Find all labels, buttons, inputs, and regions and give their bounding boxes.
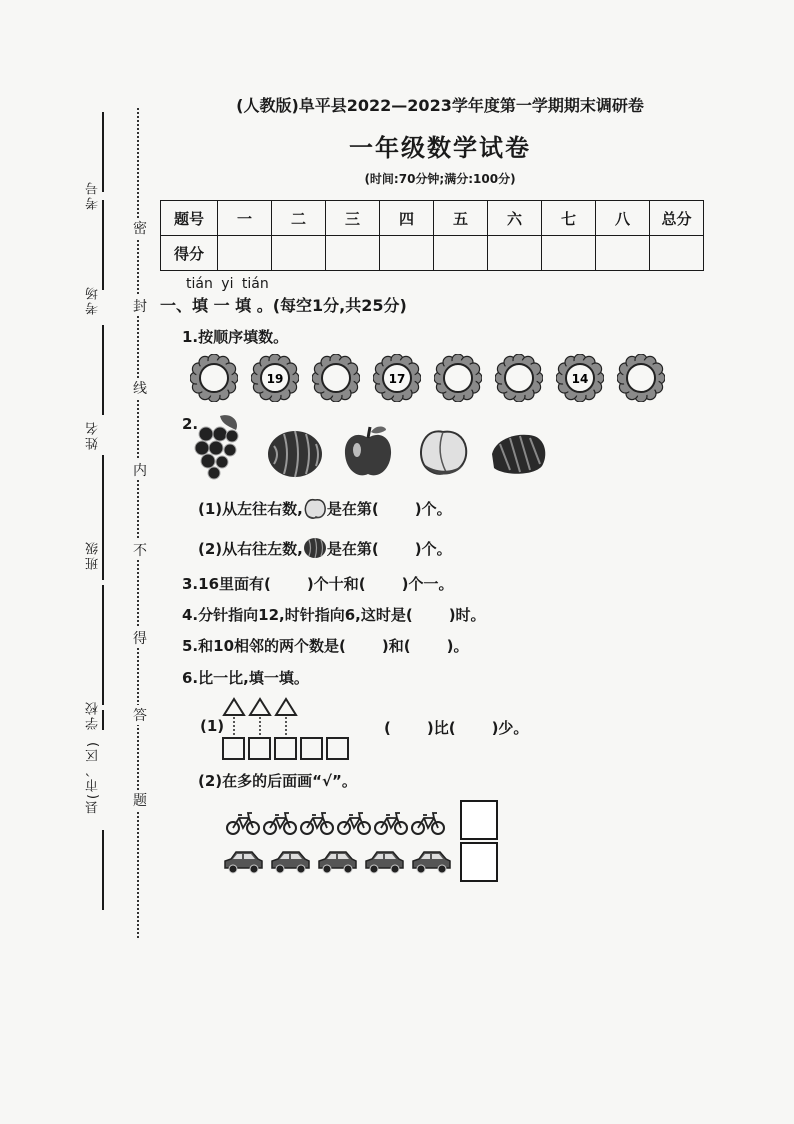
question-text: (2)从右往左数, [198, 540, 303, 558]
score-input-cell[interactable] [542, 236, 596, 271]
question-text: )和( [381, 637, 411, 655]
flower-number-frame[interactable] [312, 354, 360, 402]
question-text: )比( [426, 719, 456, 737]
question-text: 是在第( [326, 500, 379, 518]
kaohao-label: 考号 [86, 180, 101, 210]
seal-char-ti: 题 [130, 790, 150, 810]
apple-icon [342, 424, 394, 480]
score-table-header-row [161, 201, 704, 236]
question-3 [182, 573, 453, 594]
score-input-cell[interactable] [218, 236, 272, 271]
car-icon [269, 848, 311, 876]
score-cell: 总分 [650, 201, 704, 236]
score-input-cell[interactable] [650, 236, 704, 271]
bicycle-icon [374, 810, 408, 836]
question-text: )个。 [414, 500, 452, 518]
score-cell: 五 [434, 201, 488, 236]
question-text: (1)从左往右数, [198, 500, 303, 518]
exam-subtitle: (人教版)阜平县2022—2023学年度第一学期期末调研卷 [236, 96, 644, 115]
xian-line-top [102, 710, 104, 730]
question-text: )个一。 [401, 575, 454, 593]
score-input-cell[interactable] [272, 236, 326, 271]
flower-number-frame [373, 354, 421, 402]
car-icon [222, 848, 264, 876]
question-6-1-label: (1) [200, 717, 225, 735]
seal-char-de: 得 [130, 628, 150, 648]
question-text: )时。 [448, 606, 486, 624]
score-input-cell[interactable] [488, 236, 542, 271]
score-table [160, 200, 704, 271]
xian-label: 县(市、区) [86, 740, 101, 815]
question-6-1 [384, 717, 528, 738]
flower-number: 14 [571, 372, 589, 386]
score-input-cell[interactable] [326, 236, 380, 271]
score-cell: 六 [488, 201, 542, 236]
question-2-2 [198, 537, 452, 559]
square-icon [326, 737, 349, 760]
bicycle-icon [300, 810, 334, 836]
score-input-cell[interactable] [380, 236, 434, 271]
check-box-cars[interactable] [460, 842, 498, 882]
kaochang-label: 考场 [86, 285, 101, 315]
question-text: 3.16里面有( [182, 575, 271, 593]
triangle-icon [222, 697, 246, 737]
seal-char-bu: 不 [130, 540, 150, 560]
car-icon [316, 848, 358, 876]
question-2-1 [198, 497, 452, 519]
flower-number-frame[interactable] [190, 354, 238, 402]
flower-number-frame[interactable] [617, 354, 665, 402]
question-text: )个十和( [306, 575, 366, 593]
score-cell: 二 [272, 201, 326, 236]
question-4 [182, 604, 486, 625]
exam-info: (时间:70分钟;满分:100分) [364, 172, 516, 186]
question-6-2: (2)在多的后面画“√”。 [198, 772, 357, 790]
question-text: ( [384, 719, 391, 737]
question-5 [182, 635, 468, 656]
check-box-bicycles[interactable] [460, 800, 498, 840]
peach-icon [303, 497, 327, 519]
triangle-icon [274, 697, 298, 737]
question-text: )少。 [491, 719, 529, 737]
score-cell: 八 [596, 201, 650, 236]
score-cell: 四 [380, 201, 434, 236]
xingming-line [102, 325, 104, 415]
grapes-icon [192, 412, 242, 480]
xingming-label: 姓名 [86, 420, 101, 450]
watermelon-icon [303, 537, 327, 559]
score-input-cell[interactable] [596, 236, 650, 271]
peach-icon [416, 424, 470, 478]
section-title: 一、填 一 填 。(每空1分,共25分) [160, 296, 407, 315]
kaochang-line [102, 200, 104, 290]
question-text: )个。 [414, 540, 452, 558]
score-table-score-row [161, 236, 704, 271]
banji-label: 班级 [86, 540, 101, 570]
seal-char-da: 答 [130, 705, 150, 725]
bicycle-icon [337, 810, 371, 836]
xuexiao-label: 学校 [86, 700, 101, 730]
score-cell: 三 [326, 201, 380, 236]
triangle-icon [248, 697, 272, 737]
bicycle-icon [411, 810, 445, 836]
seal-char-feng: 封 [130, 296, 150, 316]
question-2-number: 2. [182, 415, 199, 433]
square-icon [274, 737, 297, 760]
bicycle-icon [226, 810, 260, 836]
section-pinyin: tián yi tián [186, 276, 269, 292]
exam-title: 一年级数学试卷 [349, 134, 531, 162]
question-text: )。 [446, 637, 469, 655]
score-cell: 一 [218, 201, 272, 236]
flower-number: 17 [388, 372, 406, 386]
question-6: 6.比一比,填一填。 [182, 669, 309, 687]
flower-number-frame [556, 354, 604, 402]
seal-char-xian: 线 [130, 378, 150, 398]
car-icon [410, 848, 452, 876]
pineapple-icon [488, 430, 550, 476]
flower-number-frame [251, 354, 299, 402]
watermelon-icon [266, 428, 324, 478]
bicycle-icon [263, 810, 297, 836]
xian-line [102, 830, 104, 910]
car-icon [363, 848, 405, 876]
seal-char-mi: 密 [130, 218, 150, 238]
question-1: 1.按顺序填数。 [182, 328, 289, 346]
square-icon [248, 737, 271, 760]
flower-number-frame[interactable] [434, 354, 482, 402]
question-text: 4.分针指向12,时针指向6,这时是( [182, 606, 413, 624]
score-cell: 得分 [161, 236, 218, 271]
flower-number-frame[interactable] [495, 354, 543, 402]
score-cell: 七 [542, 201, 596, 236]
score-cell: 题号 [161, 201, 218, 236]
question-text: 是在第( [326, 540, 379, 558]
flower-number: 19 [266, 372, 284, 386]
square-icon [222, 737, 245, 760]
seal-char-nei: 内 [130, 460, 150, 480]
square-icon [300, 737, 323, 760]
question-text: 5.和10相邻的两个数是( [182, 637, 346, 655]
xuexiao-line [102, 585, 104, 705]
score-input-cell[interactable] [434, 236, 488, 271]
